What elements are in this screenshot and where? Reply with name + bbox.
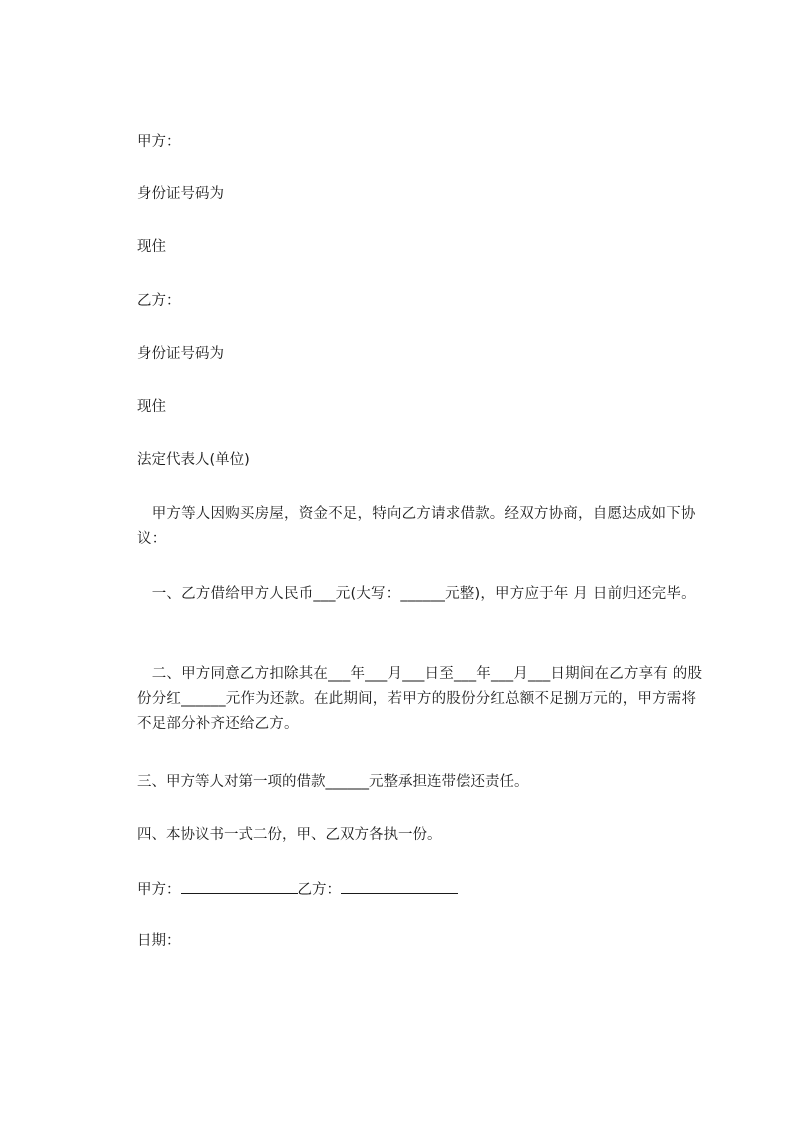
signature-line [137, 878, 458, 900]
signature-party-a-blank [181, 878, 298, 894]
signature-party-b-label: 乙方： [297, 882, 341, 898]
party-b-label: 乙方： [137, 293, 181, 309]
party-a-address-label: 现住 [137, 239, 166, 255]
intro-paragraph: 甲方等人因购买房屋，资金不足，特向乙方请求借款。经双方协商，自愿达成如下协议： [137, 506, 696, 547]
party-a-label: 甲方： [137, 134, 181, 150]
party-b-legal-rep-label: 法定代表人(单位) [137, 452, 250, 468]
date-label: 日期： [137, 933, 181, 949]
clause-1: 一、乙方借给甲方人民币___元(大写：______元整)，甲方应于年 月 日前归还完毕。 [137, 586, 696, 602]
clause-4: 四、本协议书一式二份，甲、乙双方各执一份。 [137, 827, 442, 843]
signature-party-a-label: 甲方： [137, 882, 181, 898]
party-a-id-label: 身份证号码为 [137, 186, 224, 202]
party-b-id-label: 身份证号码为 [137, 346, 224, 362]
clause-3: 三、甲方等人对第一项的借款______元整承担连带偿还责任。 [137, 774, 529, 790]
clause-2: 二、甲方同意乙方扣除其在___年___月___日至___年___月___日期间在乙方享有 的股份分红______元作为还款。在此期间，若甲方的股份分红总额不足捌万元的，甲方需将 不足部分补齐还给乙方。 [137, 666, 703, 732]
party-b-address-label: 现住 [137, 399, 166, 415]
signature-party-b-blank [341, 878, 458, 894]
